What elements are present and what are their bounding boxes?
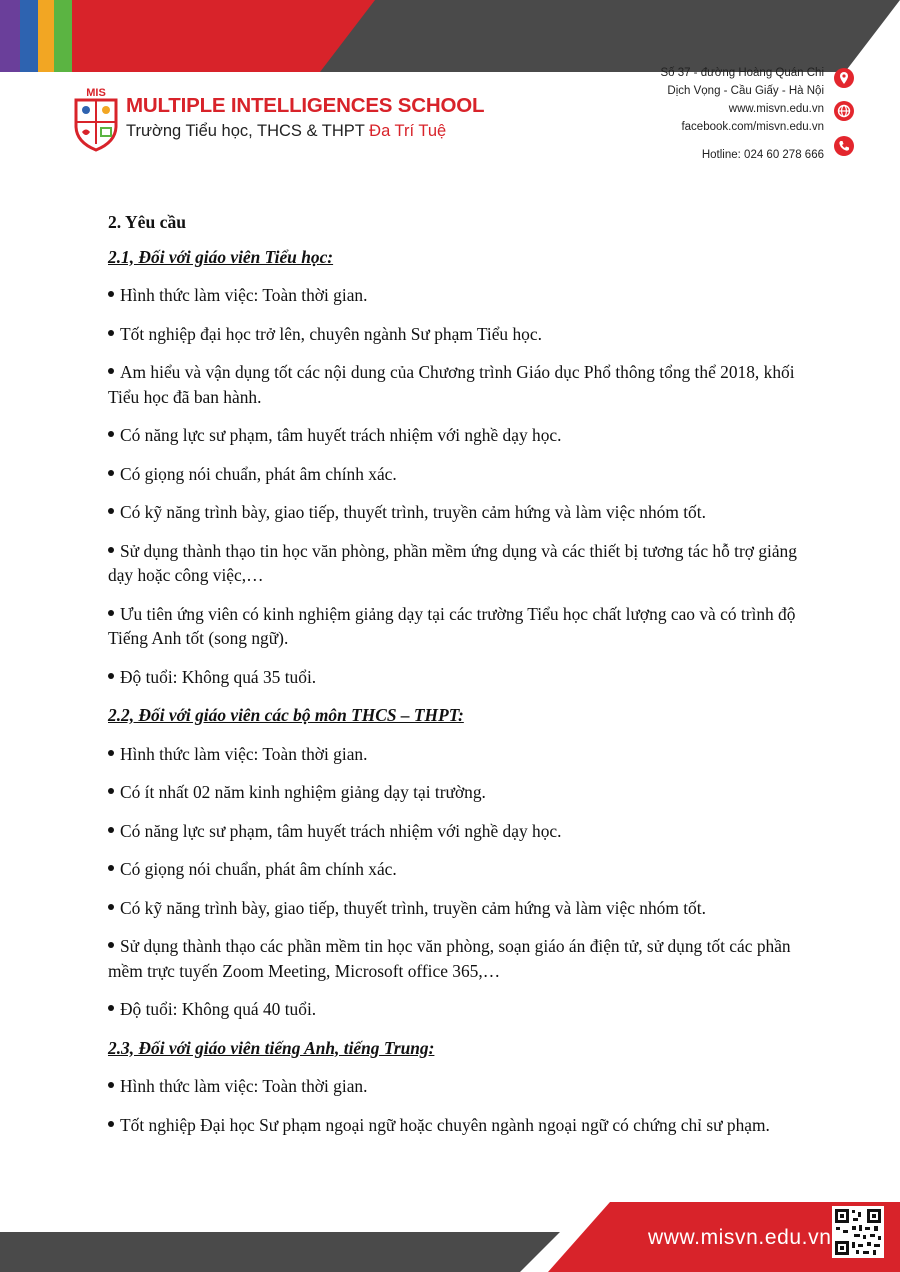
bullet-icon xyxy=(108,865,114,871)
address-line-1: Số 37 - đường Hoàng Quán Chi xyxy=(660,67,824,79)
globe-icon xyxy=(834,101,854,121)
footer-website[interactable]: www.misvn.edu.vn xyxy=(648,1226,832,1249)
svg-text:MIS: MIS xyxy=(86,87,106,99)
list-item: Tốt nghiệp đại học trở lên, chuyên ngành Sư phạm Tiểu học. xyxy=(108,322,812,347)
header-facebook[interactable]: facebook.com/misvn.edu.vn xyxy=(681,121,824,133)
header-website[interactable]: www.misvn.edu.vn xyxy=(728,103,824,115)
bullet-icon xyxy=(108,368,114,374)
bullet-icon xyxy=(108,1082,114,1088)
bullet-icon xyxy=(108,470,114,476)
shield-emblem-icon xyxy=(72,86,120,152)
school-subtitle-prefix: Trường Tiểu học, THCS & THPT xyxy=(126,122,370,140)
bullet-icon xyxy=(108,1005,114,1011)
document-body xyxy=(108,210,812,1151)
list-item: Có kỹ năng trình bày, giao tiếp, thuyết trình, truyền cảm hứng và làm việc nhóm tốt. xyxy=(108,500,812,525)
bullet-icon xyxy=(108,610,114,616)
list-item: Ưu tiên ứng viên có kinh nghiệm giảng dạy tại các trường Tiểu học chất lượng cao và có trình độ Tiếng Anh tốt (song ngữ). xyxy=(108,603,796,648)
location-pin-icon xyxy=(834,68,854,88)
school-name: MULTIPLE INTELLIGENCES SCHOOL xyxy=(126,94,485,117)
list-item: Có ít nhất 02 năm kinh nghiệm giảng dạy tại trường. xyxy=(108,780,812,805)
group-heading-secondary: 2.2, Đối với giáo viên các bộ môn THCS – THPT: xyxy=(108,705,464,725)
list-item: Có giọng nói chuẩn, phát âm chính xác. xyxy=(108,857,812,882)
list-item: Sử dụng thành thạo tin học văn phòng, phần mềm ứng dụng và các thiết bị tương tác hỗ trợ giảng dạy hoặc công việc,… xyxy=(108,540,797,585)
list-item: Có năng lực sư phạm, tâm huyết trách nhiệm với nghề dạy học. xyxy=(108,423,812,448)
list-item: Tốt nghiệp Đại học Sư phạm ngoại ngữ hoặc chuyên ngành ngoại ngữ có chứng chỉ sư phạm. xyxy=(108,1113,812,1138)
address-line-2: Dịch Vọng - Cầu Giấy - Hà Nội xyxy=(667,85,824,97)
list-item: Hình thức làm việc: Toàn thời gian. xyxy=(108,283,812,308)
school-logo xyxy=(72,86,485,156)
list-item: Hình thức làm việc: Toàn thời gian. xyxy=(108,742,812,767)
bullet-icon xyxy=(108,827,114,833)
bullet-icon xyxy=(108,788,114,794)
phone-icon xyxy=(834,136,854,156)
bullet-icon xyxy=(108,547,114,553)
list-item: Có kỹ năng trình bày, giao tiếp, thuyết trình, truyền cảm hứng và làm việc nhóm tốt. xyxy=(108,896,812,921)
list-item: Độ tuổi: Không quá 35 tuổi. xyxy=(108,665,812,690)
header-hotline[interactable]: Hotline: 024 60 278 666 xyxy=(701,149,824,161)
bullet-icon xyxy=(108,942,114,948)
bullet-icon xyxy=(108,291,114,297)
list-item: Có năng lực sư phạm, tâm huyết trách nhiệm với nghề dạy học. xyxy=(108,819,812,844)
group-heading-primary: 2.1, Đối với giáo viên Tiểu học: xyxy=(108,246,334,267)
section-title: 2. Yêu cầu xyxy=(108,212,187,232)
bullet-icon xyxy=(108,330,114,336)
qr-code-icon xyxy=(832,1206,884,1258)
contact-block xyxy=(660,64,824,164)
bullet-icon xyxy=(108,508,114,514)
bullet-icon xyxy=(108,673,114,679)
bullet-icon xyxy=(108,1121,114,1127)
bullet-icon xyxy=(108,750,114,756)
school-subtitle-accent: Đa Trí Tuệ xyxy=(369,122,447,140)
list-item: Sử dụng thành thạo các phần mềm tin học văn phòng, soạn giáo án điện tử, sử dụng tốt các phần mềm trực tuyến Zoom Meeting, Microsoft office 365,… xyxy=(108,936,791,981)
list-item: Hình thức làm việc: Toàn thời gian. xyxy=(108,1074,812,1099)
school-subtitle xyxy=(126,122,446,141)
bullet-icon xyxy=(108,904,114,910)
header-band xyxy=(0,0,900,72)
group-heading-language: 2.3, Đối với giáo viên tiếng Anh, tiếng Trung: xyxy=(108,1037,435,1058)
list-item: Am hiểu và vận dụng tốt các nội dung của Chương trình Giáo dục Phổ thông tổng thể 2018, khối Tiểu học đã ban hành. xyxy=(108,362,795,407)
list-item: Độ tuổi: Không quá 40 tuổi. xyxy=(108,997,812,1022)
list-item: Có giọng nói chuẩn, phát âm chính xác. xyxy=(108,462,812,487)
bullet-icon xyxy=(108,431,114,437)
